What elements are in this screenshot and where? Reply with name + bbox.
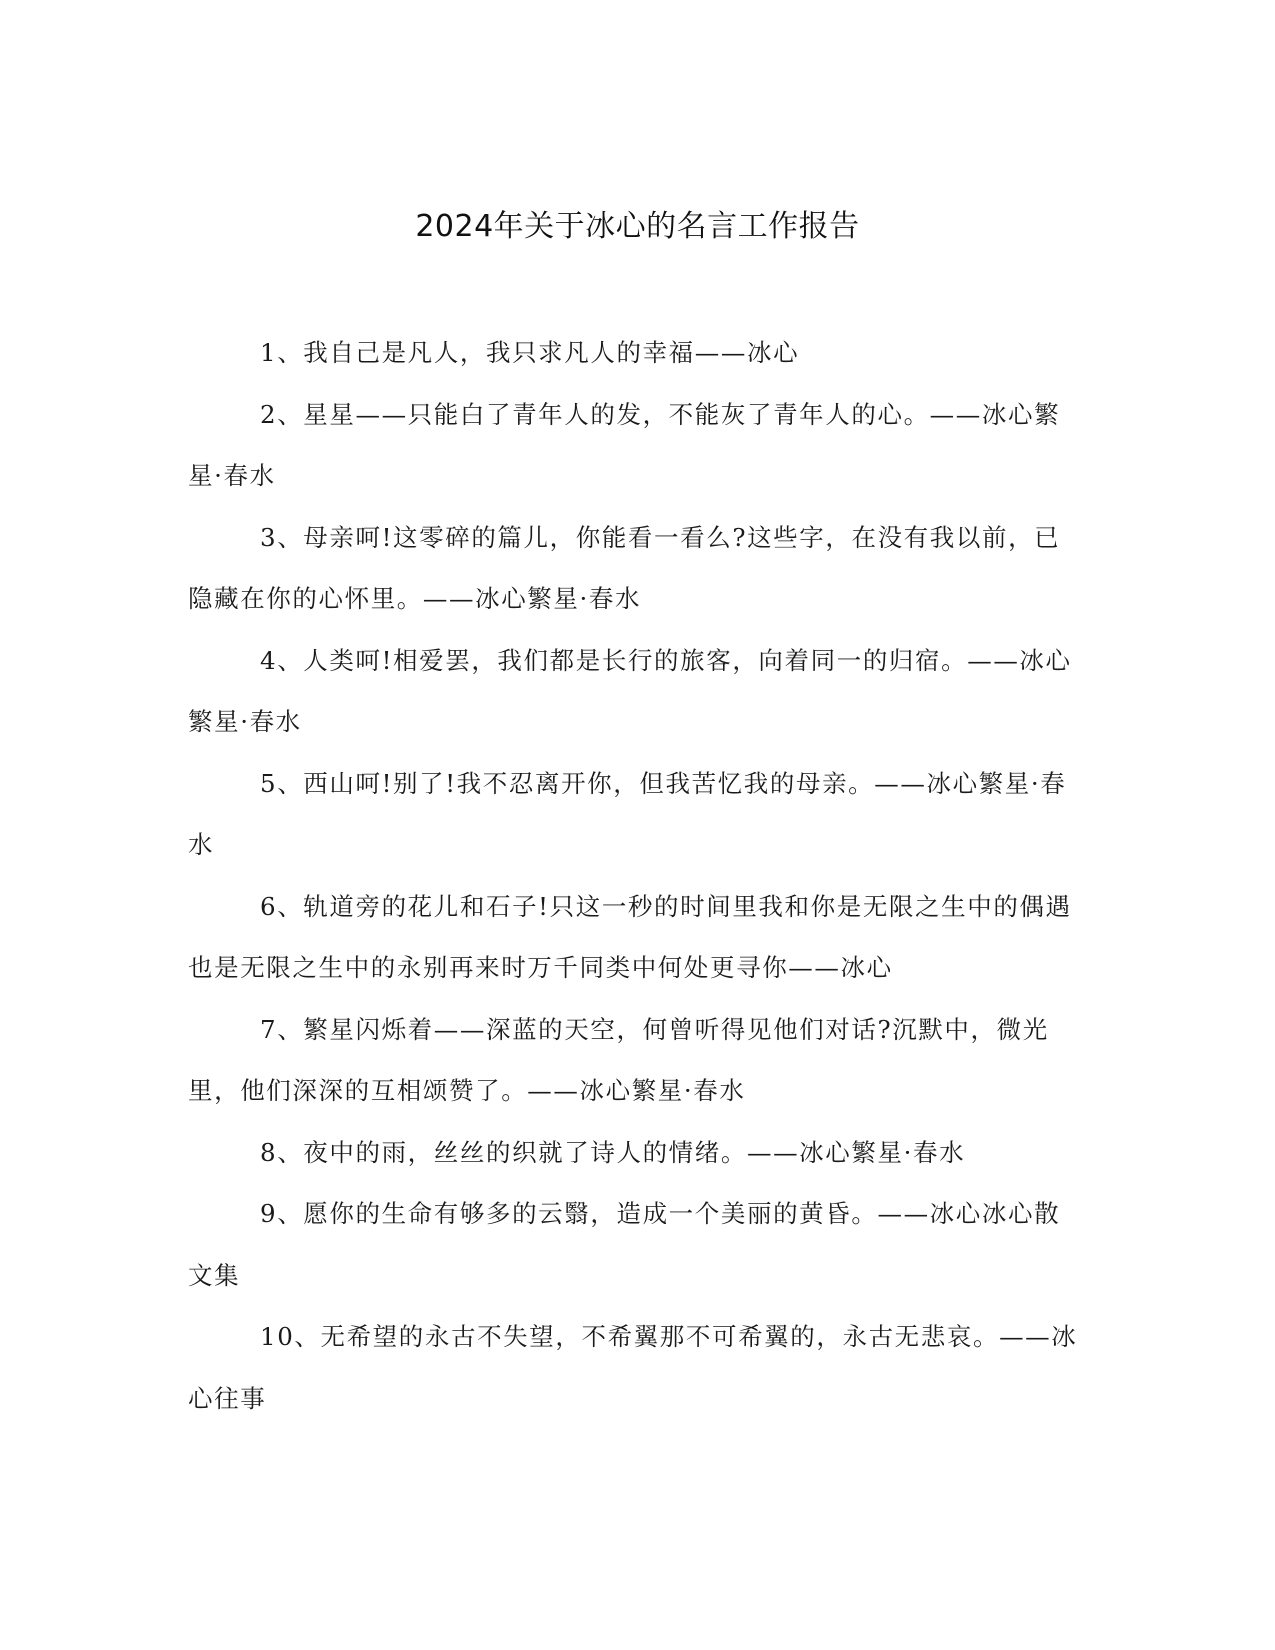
quote-item-3: 3、母亲呵!这零碎的篇儿，你能看一看么?这些字，在没有我以前，已隐藏在你的心怀里。——冰心繁星·春水 (188, 522, 1061, 613)
quote-item-6: 6、轨道旁的花儿和石子!只这一秒的时间里我和你是无限之生中的偶遇也是无限之生中的永别再来时万千同类中何处更寻你——冰心 (188, 891, 1072, 982)
quote-item-5: 5、西山呵!别了!我不忍离开你，但我苦忆我的母亲。——冰心繁星·春水 (188, 768, 1067, 859)
quote-item-2: 2、星星——只能白了青年人的发，不能灰了青年人的心。——冰心繁星·春水 (188, 399, 1061, 490)
quote-item-7: 7、繁星闪烁着——深蓝的天空，何曾听得见他们对话?沉默中，微光里，他们深深的互相颂赞了。——冰心繁星·春水 (188, 1014, 1049, 1105)
quote-item-10: 10、无希望的永古不失望，不希翼那不可希翼的，永古无悲哀。——冰心往事 (188, 1322, 1078, 1413)
quote-list (188, 322, 1078, 1429)
quote-item-1: 1、我自己是凡人，我只求凡人的幸福——冰心 (260, 338, 800, 367)
quote-item-4: 4、人类呵!相爱罢，我们都是长行的旅客，向着同一的归宿。——冰心繁星·春水 (188, 645, 1072, 736)
document-title: 2024年关于冰心的名言工作报告 (415, 209, 860, 244)
quote-item-8: 8、夜中的雨，丝丝的织就了诗人的情绪。——冰心繁星·春水 (260, 1137, 966, 1167)
quote-item-9: 9、愿你的生命有够多的云翳，造成一个美丽的黄昏。——冰心冰心散文集 (188, 1199, 1061, 1290)
